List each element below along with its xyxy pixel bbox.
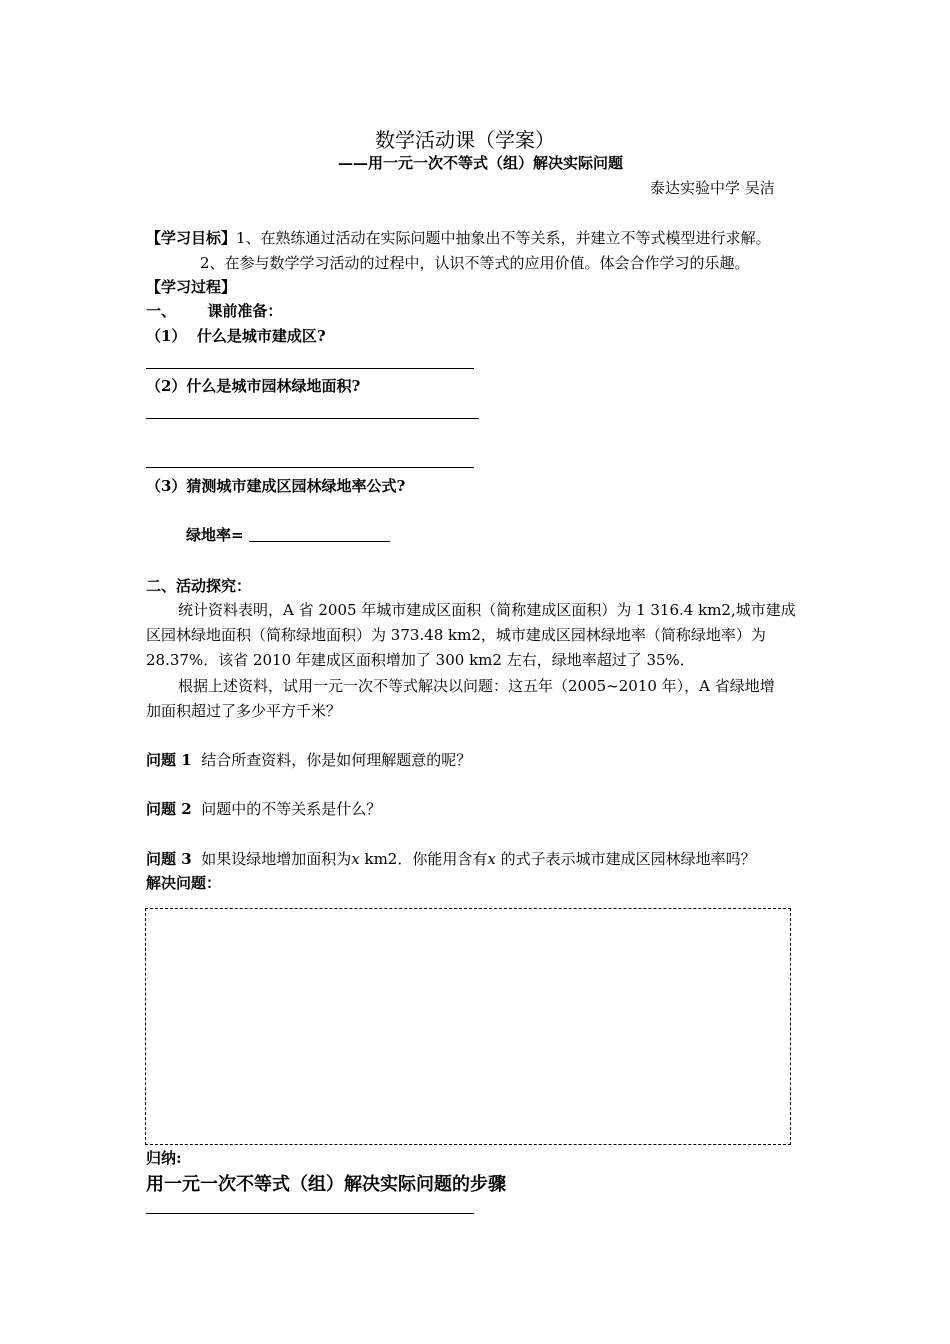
answer-line-2a[interactable]	[146, 418, 479, 419]
section-1-heading: 一、 课前准备：	[146, 302, 283, 320]
page-subtitle: ——用一元一次不等式（组）解决实际问题	[338, 154, 624, 172]
problem-3	[146, 849, 756, 869]
problem-3-text-c: 的式子表示城市建成区园林绿地率吗？	[500, 850, 756, 868]
summary-answer-line[interactable]	[146, 1213, 474, 1214]
paragraph-1-line-2: 区园林绿地面积（简称绿地面积）为 373.48 km2，城市建成区园林绿地率（简称绿地率）为	[146, 626, 766, 644]
section-2-heading: 二、活动探究：	[146, 577, 252, 595]
process-label: 【学习过程】	[146, 278, 237, 296]
problem-3-variable-1: x	[351, 850, 360, 868]
solve-label: 解决问题：	[146, 874, 222, 892]
problem-2-text: 问题中的不等关系是什么？	[201, 800, 382, 818]
paragraph-2-line-1: 根据上述资料，试用一元一次不等式解决以问题：这五年（2005~2010 年），A 省绿地增	[178, 677, 775, 695]
answer-line-2b[interactable]	[146, 467, 474, 468]
objectives-line-1	[146, 228, 771, 248]
problem-3-variable-2: x	[487, 850, 496, 868]
objective-item-2: 2、在参与数学学习活动的过程中，认识不等式的应用价值。体会合作学习的乐趣。	[200, 254, 750, 272]
problem-2	[146, 799, 381, 819]
author-line: 泰达实验中学 吴洁	[650, 179, 775, 197]
paragraph-2-line-2: 加面积超过了多少平方千米？	[146, 702, 342, 720]
problem-1-text: 结合所查资料，你是如何理解题意的呢？	[201, 751, 472, 769]
problem-1	[146, 750, 471, 770]
question-1: （1） 什么是城市建成区?	[146, 327, 326, 345]
formula-answer-line[interactable]	[249, 541, 390, 542]
objectives-label: 【学习目标】	[146, 229, 237, 247]
problem-1-label: 问题 1	[146, 751, 192, 769]
page-title: 数学活动课（学案）	[375, 128, 555, 152]
problem-3-text-a: 如果设绿地增加面积为	[201, 850, 352, 868]
formula-label: 绿地率=	[186, 526, 244, 544]
question-3: （3）猜测城市建成区园林绿地率公式?	[146, 477, 406, 495]
summary-label: 归纳:	[146, 1149, 182, 1167]
summary-title: 用一元一次不等式（组）解决实际问题的步骤	[146, 1174, 506, 1195]
problem-2-label: 问题 2	[146, 800, 192, 818]
problem-3-label: 问题 3	[146, 850, 192, 868]
paragraph-1-line-1: 统计资料表明，A 省 2005 年城市建成区面积（简称建成区面积）为 1 316.4 km2,城市建成	[178, 601, 796, 619]
solution-answer-box[interactable]	[145, 908, 791, 1145]
answer-line-1[interactable]	[146, 368, 474, 369]
question-2: （2）什么是城市园林绿地面积?	[146, 377, 361, 395]
problem-3-text-b: km2．你能用含有	[364, 850, 488, 868]
objective-item-1: 1、在熟练通过活动在实际问题中抽象出不等关系，并建立不等式模型进行求解。	[236, 229, 771, 247]
paragraph-1-line-3: 28.37%．该省 2010 年建成区面积增加了 300 km2 左右，绿地率超过了 35%．	[146, 651, 695, 669]
